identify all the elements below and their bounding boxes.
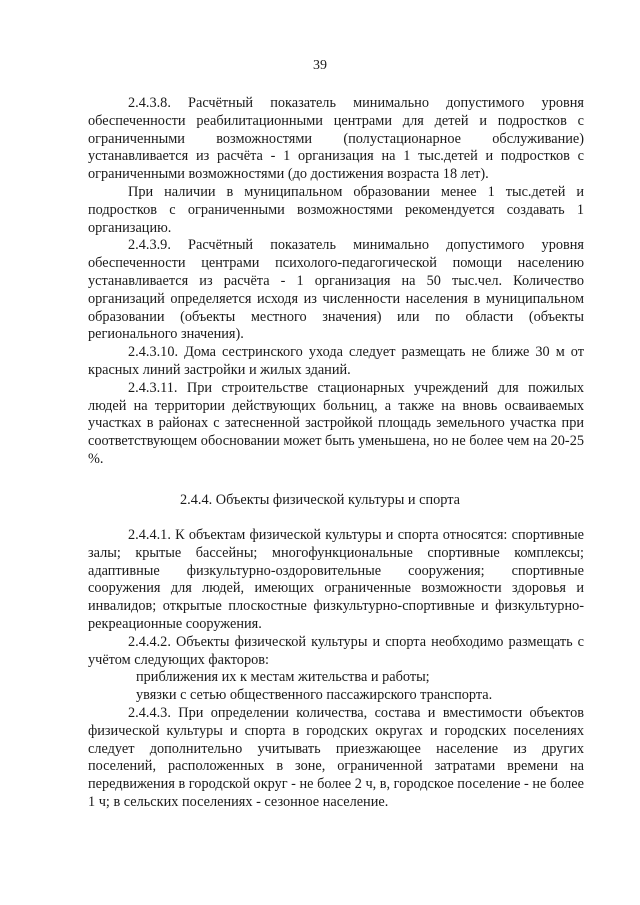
paragraph-small-municipality: При наличии в муниципальном образовании менее 1 тыс.детей и подростков с ограниченными возможностями рекомендуется создавать 1 организацию.	[88, 183, 584, 236]
paragraph-2-4-3-10: 2.4.3.10. Дома сестринского ухода следует размещать не ближе 30 м от красных линий застройки и жилых зданий.	[88, 344, 584, 378]
paragraph-2-4-3-11: 2.4.3.11. При строительстве стационарных учреждений для пожилых людей на территории действующих больниц, а также на вновь осваиваемых участках в районах с затесненной застройкой площадь земельного участка при соответствующем обосновании может быть уменьшена, но не более чем на 20-25 %.	[88, 379, 584, 467]
list-item-proximity: приближения их к местам жительства и работы;	[136, 669, 430, 686]
section-2-4-3-text	[88, 95, 584, 469]
paragraph-2-4-4-1: 2.4.4.1. К объектам физической культуры и спорта относятся: спортивные залы; крытые бассейны; многофункциональные спортивные комплексы; адаптивные физкультурно-оздоровительные сооружения; спортивные сооружения для людей, имеющих ограниченные возможности здоровья и инвалидов; открытые плоскостные физкультурно-спортивные и физкультурно-рекреационные сооружения.	[88, 527, 584, 632]
paragraph-2-4-4-3: 2.4.4.3. При определении количества, состава и вместимости объектов физической культуры и спорта в городских округах и городских поселениях следует дополнительно учитывать приезжающее население из других поселений, расположенных в зоне, ограниченной затратами времени на передвижения в городской округ - не более 2 ч, в, городское поселение - не более 1 ч; в сельских поселениях - сезонное население.	[88, 704, 584, 810]
paragraph-2-4-3-9: 2.4.3.9. Расчётный показатель минимально допустимого уровня обеспеченности центрами психолого-педагогической помощи населению устанавливается из расчёта - 1 организация на 50 тыс.чел. Количество организаций определяется исходя из численности населения в муниципальном образовании (объекты местного значения) или по области (объекты регионального значения).	[88, 237, 584, 343]
page-number: 39	[313, 58, 327, 73]
paragraph-2-4-3-8: 2.4.3.8. Расчётный показатель минимально допустимого уровня обеспеченности реабилитационными центрами для детей и подростков с ограниченными возможностями (полустационарное обслуживание) устанавливается из расчёта - 1 организация на 1 тыс.детей и подростков с ограниченными возможностями (до достижения возраста 18 лет).	[88, 95, 584, 183]
paragraph-2-4-4-2: 2.4.4.2. Объекты физической культуры и спорта необходимо размещать с учётом следующих факторов:	[88, 633, 584, 668]
section-heading-2-4-4: 2.4.4. Объекты физической культуры и спорта	[180, 492, 460, 508]
section-2-4-4-text	[88, 527, 584, 812]
list-item-transport: увязки с сетью общественного пассажирского транспорта.	[136, 687, 493, 704]
